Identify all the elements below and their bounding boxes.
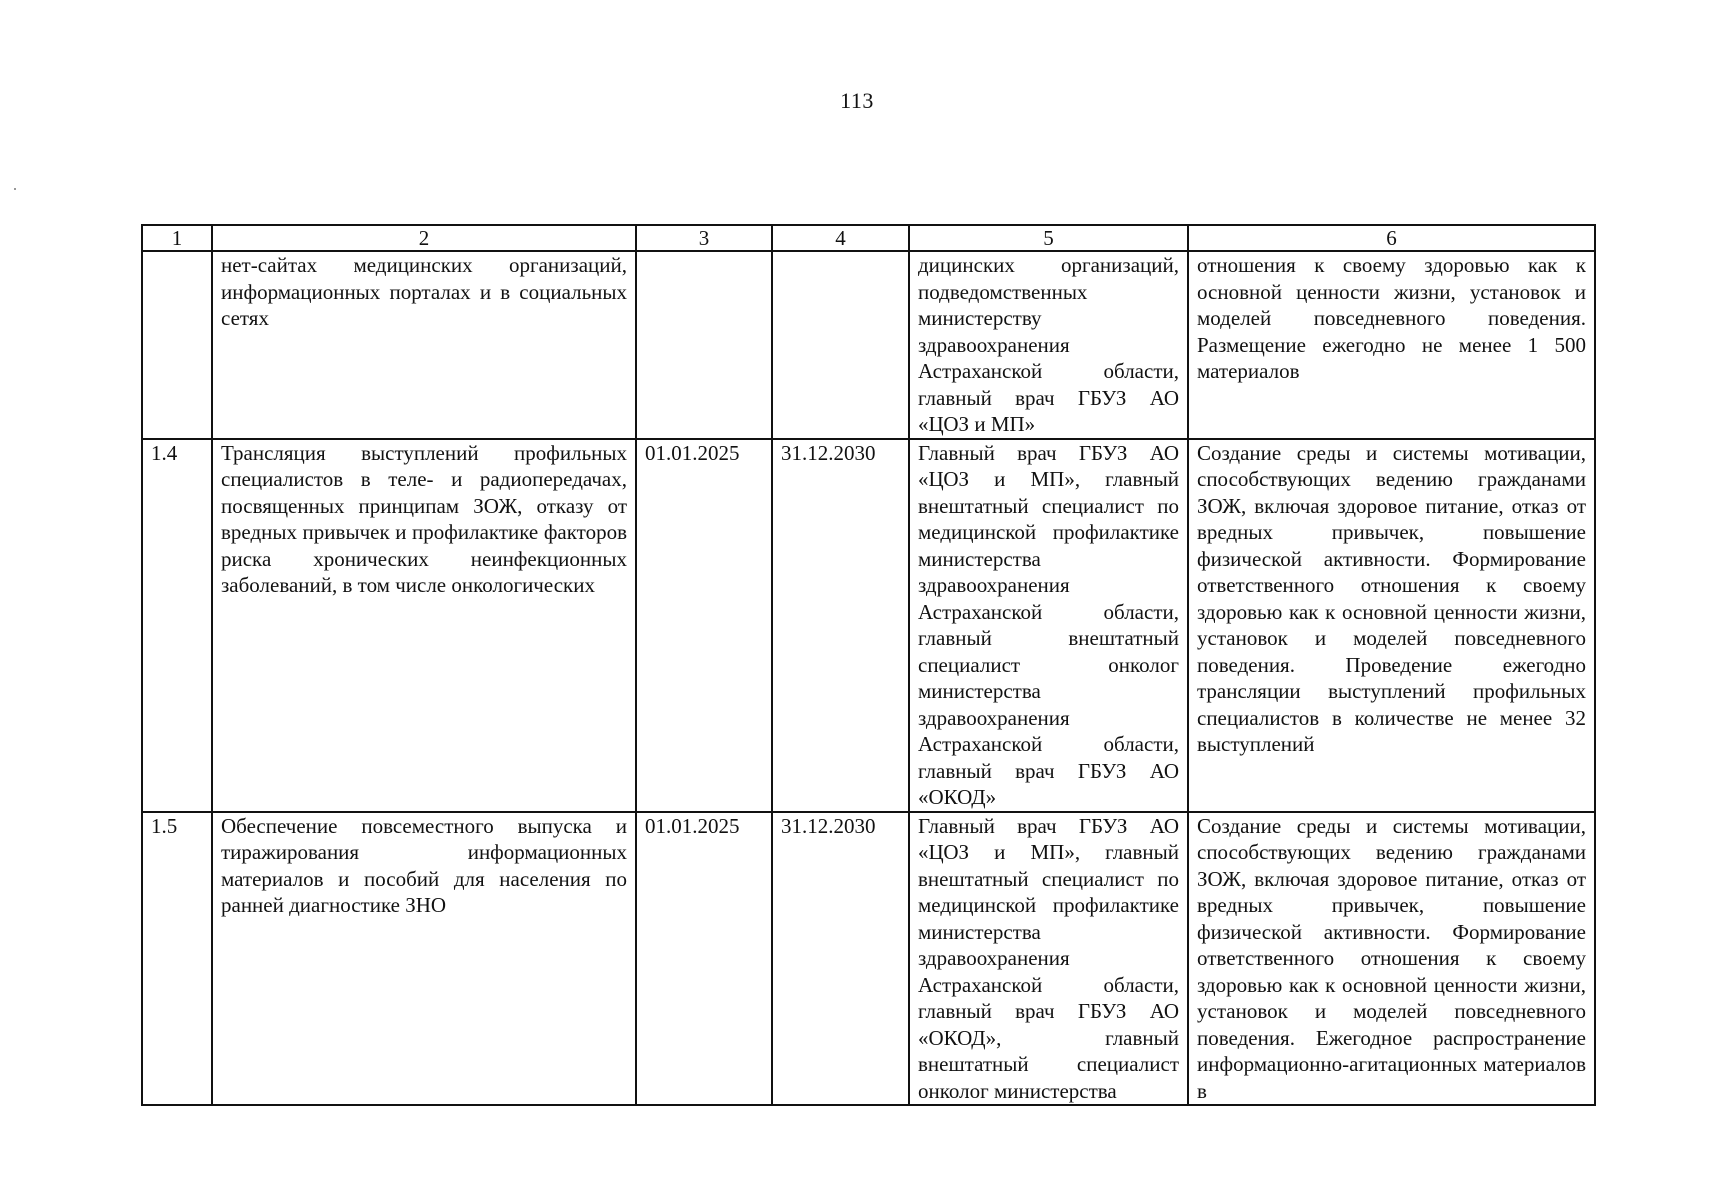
responsible-cell: дицинских организаций, подведомственных министерству здравоохранения Астраханской области, главный врач ГБУЗ АО «ЦОЗ и МП» [909,251,1188,439]
column-header: 5 [909,225,1188,251]
scan-speck [14,188,16,190]
activity-cell: Обеспечение повсеместного выпуска и тиражирования информационных материалов и пособий для населения по ранней диагностике ЗНО [212,812,636,1106]
row-number-cell [142,251,212,439]
column-header: 1 [142,225,212,251]
end-date-cell [772,251,909,439]
start-date-cell: 01.01.2025 [636,439,772,812]
result-cell: Создание среды и системы мотивации, способствующих ведению гражданами ЗОЖ, включая здоровое питание, отказ от вредных привычек, повышение физической активности. Формирование ответственного отношения к своему здоровью как к основной ценности жизни, установок и моделей повседневного поведения. Проведение ежегодно трансляции выступлений профильных специалистов в количестве не менее 32 выступлений [1188,439,1595,812]
responsible-cell: Главный врач ГБУЗ АО «ЦОЗ и МП», главный внештатный специалист по медицинской профилактике министерства здравоохранения Астраханской области, главный врач ГБУЗ АО «ОКОД», главный внештатный специалист онколог министерства [909,812,1188,1106]
row-number-cell: 1.5 [142,812,212,1106]
table-row [142,251,1595,439]
responsible-cell: Главный врач ГБУЗ АО «ЦОЗ и МП», главный внештатный специалист по медицинской профилактике министерства здравоохранения Астраханской области, главный внештатный специалист онколог министерства здравоохранения Астраханской области, главный врач ГБУЗ АО «ОКОД» [909,439,1188,812]
start-date-cell [636,251,772,439]
activity-cell: Трансляция выступлений профильных специалистов в теле- и радиопередачах, посвященных принципам ЗОЖ, отказу от вредных привычек и профилактике факторов риска хронических неинфекционных заболеваний, в том числе онкологических [212,439,636,812]
end-date-cell: 31.12.2030 [772,812,909,1106]
activity-cell: нет-сайтах медицинских организаций, информационных порталах и в социальных сетях [212,251,636,439]
column-number-row [142,225,1595,251]
column-header: 6 [1188,225,1595,251]
page-number: 113 [840,88,874,113]
table-row [142,439,1595,812]
table-row [142,812,1595,1106]
result-cell: Создание среды и системы мотивации, способствующих ведению гражданами ЗОЖ, включая здоровое питание, отказ от вредных привычек, повышение физической активности. Формирование ответственного отношения к своему здоровью как к основной ценности жизни, установок и моделей повседневного поведения. Ежегодное распространение информационно-агитационных материалов в [1188,812,1595,1106]
result-cell: отношения к своему здоровью как к основной ценности жизни, установок и моделей повседневного поведения. Размещение ежегодно не менее 1 500 материалов [1188,251,1595,439]
start-date-cell: 01.01.2025 [636,812,772,1106]
row-number-cell: 1.4 [142,439,212,812]
column-header: 4 [772,225,909,251]
column-header: 3 [636,225,772,251]
end-date-cell: 31.12.2030 [772,439,909,812]
column-header: 2 [212,225,636,251]
plan-table [141,224,1596,1106]
